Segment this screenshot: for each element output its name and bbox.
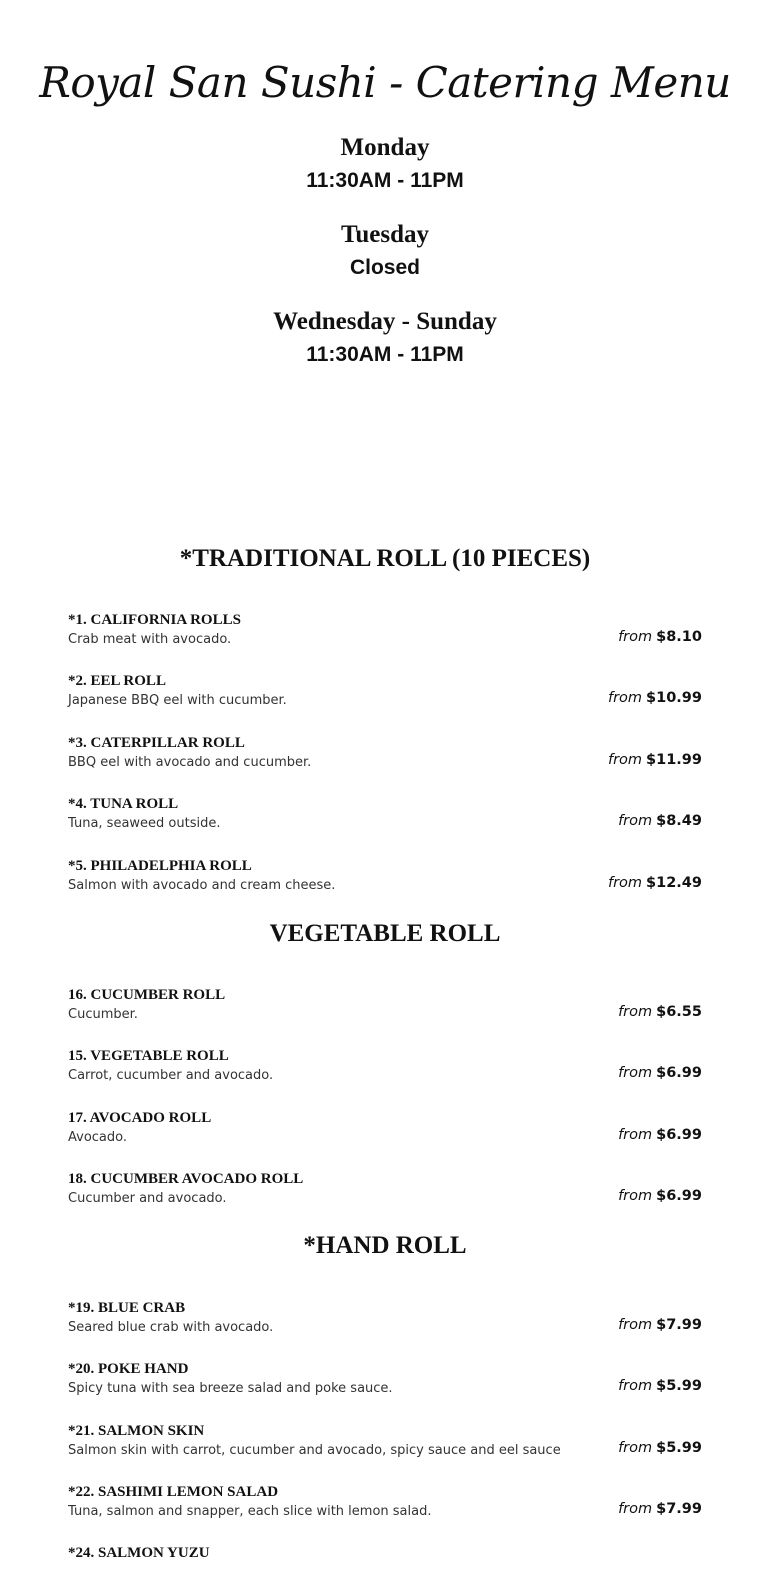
hours-day-label: Monday	[340, 134, 430, 161]
menu-item[interactable]	[68, 671, 702, 715]
menu-item-name: *4. TUNA ROLL	[68, 796, 179, 812]
price-prefix: from	[618, 1127, 653, 1143]
menu-item[interactable]	[68, 1359, 702, 1403]
price-prefix: from	[618, 1440, 653, 1456]
menu-item-description: Tuna, salmon and snapper, each slice with lemon salad.	[68, 1504, 432, 1519]
price-amount: $10.99	[646, 690, 702, 706]
price-amount: $5.99	[656, 1440, 702, 1456]
menu-item-price	[608, 749, 702, 771]
menu-item-price	[618, 1001, 702, 1023]
menu-item[interactable]	[68, 794, 702, 838]
menu-item-price	[618, 1437, 702, 1459]
section-title-hand-roll: *HAND ROLL	[303, 1232, 467, 1259]
section-title-traditional-roll: *TRADITIONAL ROLL (10 PIECES)	[179, 545, 591, 572]
menu-item-name: *21. SALMON SKIN	[68, 1423, 205, 1439]
menu-item-description: Tuna, seaweed outside.	[68, 816, 221, 831]
menu-item-price	[618, 1062, 702, 1084]
menu-item-name: *2. EEL ROLL	[68, 673, 166, 689]
menu-item-price	[608, 687, 702, 709]
menu-item-price	[618, 626, 702, 648]
menu-item-name: 16. CUCUMBER ROLL	[68, 987, 226, 1003]
menu-item-name: 15. VEGETABLE ROLL	[68, 1048, 229, 1064]
menu-item[interactable]	[68, 1421, 702, 1465]
hours-tuesday	[0, 220, 770, 282]
menu-item-price	[618, 1185, 702, 1207]
page-title: Royal San Sushi - Catering Menu	[39, 58, 731, 107]
price-prefix: from	[618, 629, 653, 645]
hours-day-label: Tuesday	[340, 221, 429, 248]
menu-item-price	[618, 810, 702, 832]
menu-item-description: Cucumber and avocado.	[68, 1191, 227, 1206]
menu-item-description: Spicy tuna with sea breeze salad and poke sauce.	[68, 1381, 393, 1396]
price-prefix: from	[607, 875, 643, 891]
menu-item-price	[618, 1314, 702, 1336]
price-prefix: from	[618, 1004, 653, 1020]
price-prefix: from	[618, 1378, 653, 1394]
menu-item[interactable]	[68, 856, 702, 900]
price-amount: $6.99	[656, 1127, 702, 1143]
menu-item-name: 18. CUCUMBER AVOCADO ROLL	[68, 1171, 304, 1187]
menu-item-description: Salmon with avocado and cream cheese.	[68, 878, 336, 893]
menu-item-description: Cucumber.	[68, 1007, 138, 1022]
price-amount: $7.99	[656, 1317, 702, 1333]
price-prefix: from	[607, 752, 643, 768]
menu-item-price	[618, 1498, 702, 1520]
menu-item[interactable]	[68, 1482, 702, 1526]
menu-item[interactable]	[68, 733, 702, 777]
menu-item-price	[608, 872, 702, 894]
menu-item-name: *24. SALMON YUZU	[68, 1545, 210, 1561]
price-prefix: from	[618, 1065, 653, 1081]
section-title-vegetable-roll: VEGETABLE ROLL	[269, 920, 501, 947]
menu-item-name: *20. POKE HAND	[68, 1361, 189, 1377]
menu-item-description: Carrot, cucumber and avocado.	[68, 1068, 274, 1083]
price-amount: $6.99	[656, 1188, 702, 1204]
hours-time: 11:30AM - 11PM	[306, 169, 464, 192]
price-amount: $12.49	[646, 875, 702, 891]
menu-item[interactable]	[68, 1298, 702, 1342]
price-amount: $11.99	[646, 752, 702, 768]
price-prefix: from	[618, 1317, 653, 1333]
menu-item-name: *1. CALIFORNIA ROLLS	[68, 612, 241, 628]
menu-item-name: *19. BLUE CRAB	[68, 1300, 186, 1316]
menu-item-description: Avocado.	[68, 1130, 128, 1145]
price-amount: $5.99	[656, 1378, 702, 1394]
menu-item-name: *3. CATERPILLAR ROLL	[68, 735, 245, 751]
menu-item[interactable]	[68, 1543, 702, 1587]
menu-item-description: Salmon skin with carrot, cucumber and avocado, spicy sauce and eel sauce	[68, 1443, 561, 1458]
menu-item-price	[618, 1375, 702, 1397]
hours-time: Closed	[349, 256, 420, 279]
hours-day-label: Wednesday - Sunday	[273, 308, 497, 335]
price-amount: $8.10	[656, 629, 702, 645]
price-prefix: from	[618, 813, 653, 829]
menu-item-name: *5. PHILADELPHIA ROLL	[68, 858, 252, 874]
price-prefix: from	[618, 1501, 653, 1517]
menu-item-description: Seared blue crab with avocado.	[68, 1320, 274, 1335]
hours-wednesday-sunday	[0, 307, 770, 369]
menu-item[interactable]	[68, 610, 702, 654]
menu-item[interactable]	[68, 1108, 702, 1152]
hours-time: 11:30AM - 11PM	[306, 343, 464, 366]
price-prefix: from	[607, 690, 643, 706]
menu-item-name: 17. AVOCADO ROLL	[68, 1110, 212, 1126]
hours-monday	[0, 133, 770, 195]
menu-item[interactable]	[68, 1169, 702, 1213]
menu-item[interactable]	[68, 1046, 702, 1090]
price-amount: $6.99	[656, 1065, 702, 1081]
price-prefix: from	[618, 1188, 653, 1204]
menu-item-description: Crab meat with avocado.	[68, 632, 232, 647]
price-amount: $7.99	[656, 1501, 702, 1517]
menu-item-description: BBQ eel with avocado and cucumber.	[68, 755, 312, 770]
menu-item[interactable]	[68, 985, 702, 1029]
price-amount: $8.49	[656, 813, 702, 829]
price-amount: $6.55	[656, 1004, 702, 1020]
menu-item-name: *22. SASHIMI LEMON SALAD	[68, 1484, 279, 1500]
menu-item-price	[618, 1124, 702, 1146]
menu-item-description: Japanese BBQ eel with cucumber.	[68, 693, 287, 708]
